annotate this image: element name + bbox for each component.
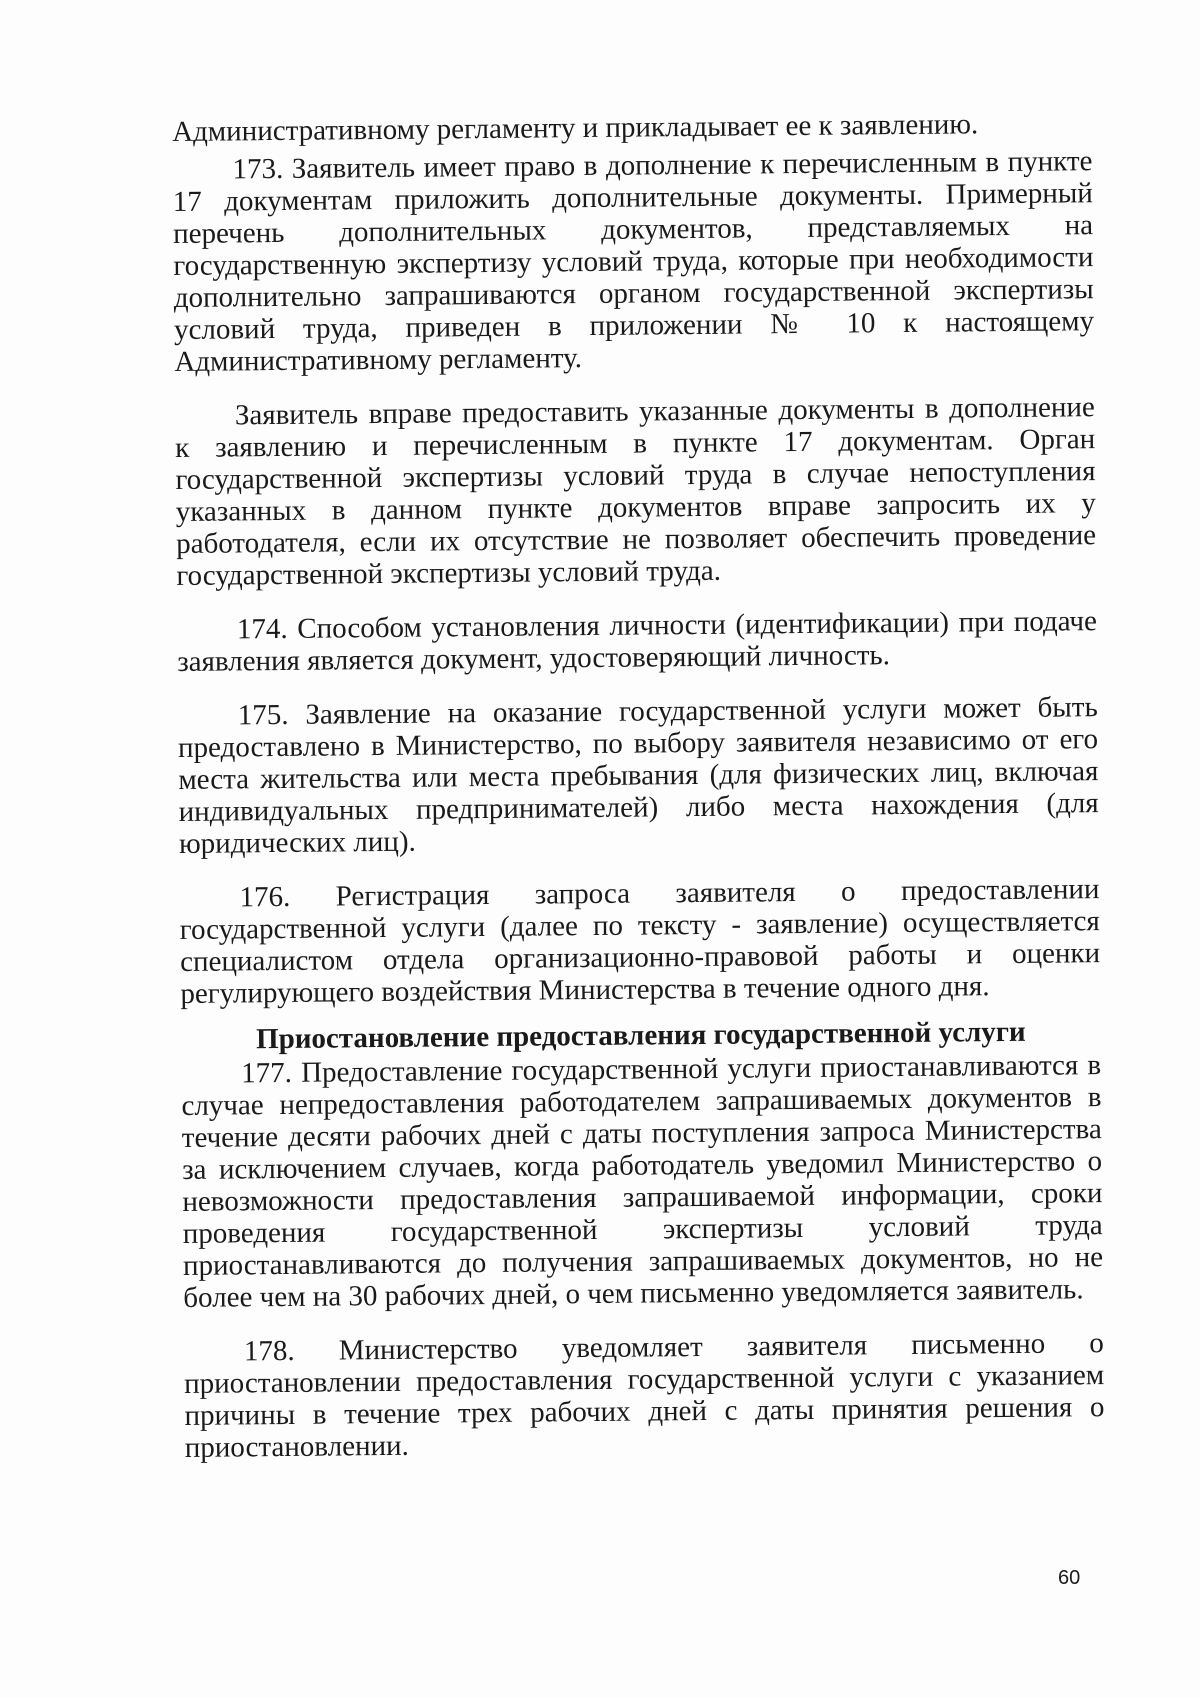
continuation-text: Административному регламенту и прикладывает ее к заявлению. <box>172 108 979 148</box>
paragraph-178: 178. Министерство уведомляет заявителя письменно о приостановлении предоставления государственной услуги с указанием причины в течение трех рабочих дней с даты принятия решения о приостановлении. <box>184 1327 1105 1464</box>
document-body <box>172 107 1105 1464</box>
paragraph-173-addendum: Заявитель вправе предоставить указанные документы в дополнение к заявлению и перечисленным в пункте 17 документам. Орган государственной экспертизы условий труда в случае непоступления указанных в данном пункте документов вправе запросить их у работодателя, если их отсутствие не позволяет обеспечить проведение государственной экспертизы условий труда. <box>175 391 1097 592</box>
paragraph-174: 174. Способом установления личности (идентификации) при подаче заявления является документ, удостоверяющий личность. <box>177 605 1098 678</box>
paragraph-175: 175. Заявление на оказание государственной услуги может быть предоставлено в Министерство, по выбору заявителя независимо от его места жительства или места пребывания (для физических лиц, включая индивидуальных предпринимателей) либо места нахождения (для юридических лиц). <box>177 691 1099 860</box>
page-number: 60 <box>1058 1567 1081 1589</box>
paragraph-177: 177. Предоставление государственной услуги приостанавливаются в случае непредоставления работодателем запрашиваемых документов в течение десяти рабочих дней с даты поступления запроса Министерства за исключением случаев, когда работодатель уведомил Министерство о невозможности предоставления запрашиваемой информации, сроки проведения государственной экспертизы условий труда приостанавливаются до получения запрашиваемых документов, но не более чем на 30 рабочих дней, о чем письменно уведомляется заявитель. <box>181 1049 1104 1314</box>
paragraph-176: 176. Регистрация запроса заявителя о предоставлении государственной услуги (далее по тексту - заявление) осуществляется специалистом отдела организационно-правовой работы и оценки регулирующего воздействия Министерства в течение одного дня. <box>179 873 1101 1010</box>
paragraph-173: 173. Заявитель имеет право в дополнение к перечисленным в пункте 17 документам приложить дополнительные документы. Примерный перечень дополнительных документов, представляемых на государственную экспертизу условий труда, которые при необходимости дополнительно запрашиваются органом государственной экспертизы условий труда, приведен в приложении № 10 к настоящему Административному регламенту. <box>172 145 1095 378</box>
section-heading: Приостановление предоставления государственной услуги <box>255 1015 1026 1056</box>
